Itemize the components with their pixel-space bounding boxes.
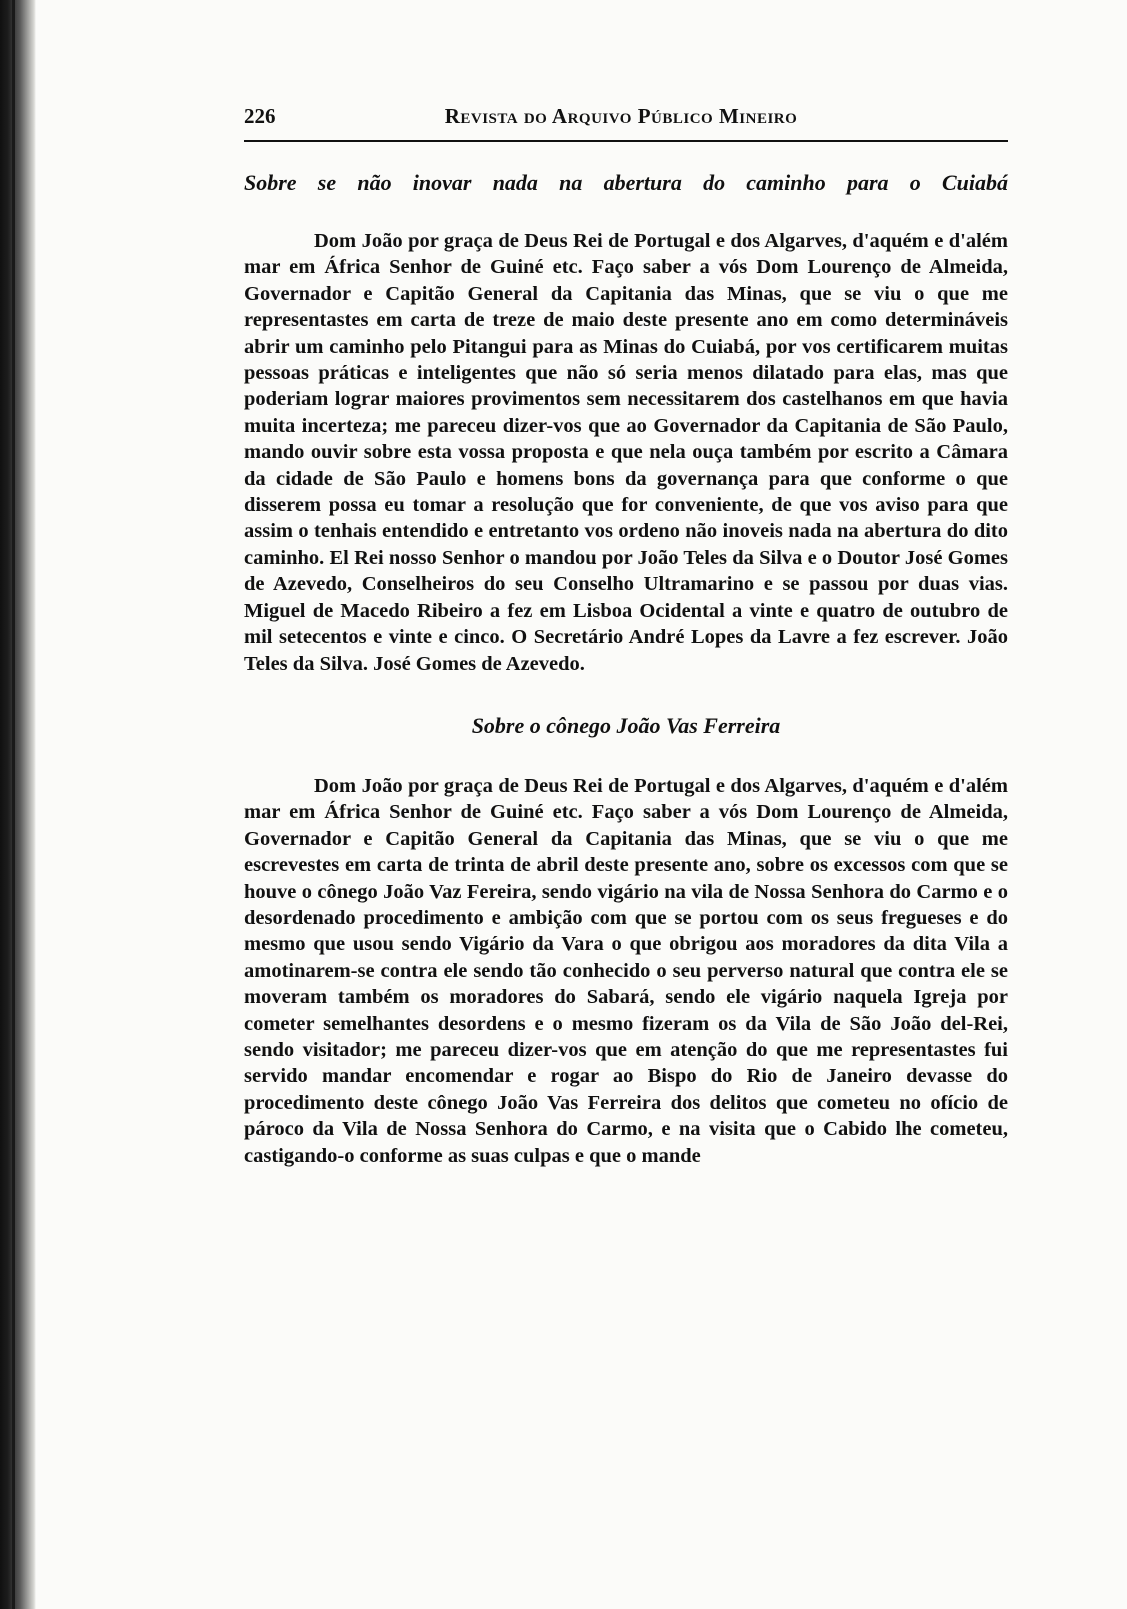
running-head <box>244 104 1008 142</box>
binding-edge <box>0 0 36 1609</box>
page-number: 226 <box>244 104 276 128</box>
section-body: Dom João por graça de Deus Rei de Portugal e dos Algarves, d'aquém e d'além mar em África Senhor de Guiné etc. Faço saber a vós Dom Lourenço de Almeida, Governador e Capitão General da Capitania das Minas, que se viu o que me representastes em carta de treze de maio deste presente ano em como determináveis abrir um caminho pelo Pitangui para as Minas do Cuiabá, por vos certificarem muitas pessoas práticas e inteligentes que não só seria menos dilatado para elas, mas que poderiam lograr maiores provimentos sem necessitarem dos castelhanos em que havia muita incerteza; me pareceu dizer-vos que ao Governador da Capitania de São Paulo, mando ouvir sobre esta vossa proposta e que nela ouça também por escrito a Câmara da cidade de São Paulo e homens bons da governança para que conforme o que disserem possa eu tomar a resolução que for conveniente, de que vos aviso para que assim o tenhais entendido e entretanto vos ordeno não inoveis nada na abertura do dito caminho. El Rei nosso Senhor o mandou por João Teles da Silva e o Doutor José Gomes de Azevedo, Conselheiros do seu Conselho Ultramarino e se passou por duas vias. Miguel de Macedo Ribeiro a fez em Lisboa Ocidental a vinte e quatro de outubro de mil setecentos e vinte e cinco. O Secretário André Lopes da Lavre a fez escrever. João Teles da Silva. José Gomes de Azevedo. <box>244 230 1008 675</box>
section-title: Sobre o cônego João Vas Ferreira <box>471 712 781 738</box>
section-body: Dom João por graça de Deus Rei de Portugal e dos Algarves, d'aquém e d'além mar em África Senhor de Guiné etc. Faço saber a vós Dom Lourenço de Almeida, Governador e Capitão General da Capitania das Minas, que se viu o que me escrevestes em carta de trinta de abril deste presente ano, sobre os excessos com que se houve o cônego João Vaz Fereira, sendo vigário na vila de Nossa Senhora do Carmo e o desordenado procedimento e ambição com que se portou com os seus fregueses e do mesmo que usou sendo Vigário da Vara o que obrigou aos moradores da dita Vila a amotinarem-se contra ele sendo tão conhecido o seu perverso natural que contra ele se moveram também os moradores do Sabará, sendo ele vigário naquela Igreja por cometer semelhantes desordens e o mesmo fizeram os da Vila de São João del-Rei, sendo visitador; me pareceu dizer-vos que em atenção do que me representastes fui servido mandar encomendar e rogar ao Bispo do Rio de Janeiro devasse do procedimento deste cônego João Vas Ferreira dos delitos que cometeu no ofício de pároco da Vila de Nossa Senhora do Carmo, e na visita que o Cabido lhe cometeu, castigando-o conforme as suas culpas e que o mande <box>244 774 1008 1167</box>
document-page <box>244 104 1008 1169</box>
journal-title: Revista do Arquivo Público Mineiro <box>444 104 798 128</box>
section-title: Sobre se não inovar nada na abertura do caminho para o Cuiabá <box>244 170 1008 195</box>
